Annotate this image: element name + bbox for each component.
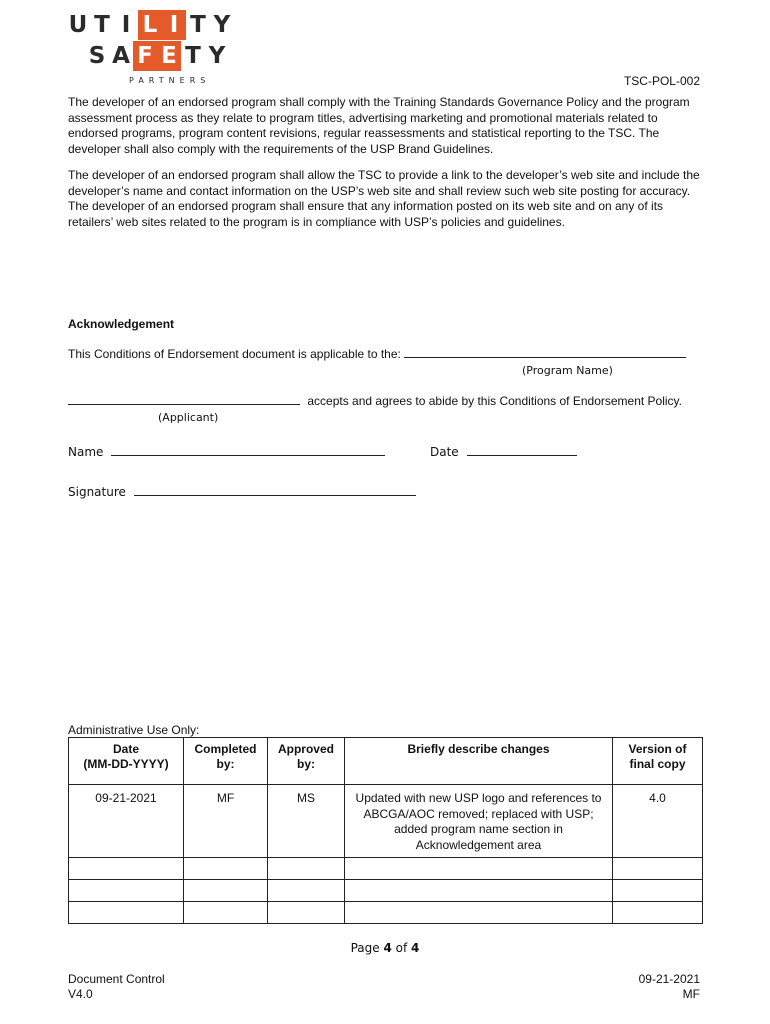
column-header-version: Version of final copy — [613, 738, 703, 785]
footer-left-line: V4.0 — [68, 987, 93, 1001]
policy-paragraph: The developer of an endorsed program shall allow the TSC to provide a link to the developer’s web site and include the developer’s name and contact information on the USP’s web site and shall review such web site posting for accuracy. The developer of an endorsed program shall ensure that any information posted on its web site and on any of its retailers’ web sites related to the program is in compliance with USP’s policies and guidelines. — [68, 168, 700, 229]
cell-version[interactable] — [613, 858, 703, 880]
column-header-completed-by: Completed by: — [184, 738, 268, 785]
column-header-date: Date (MM-DD-YYYY) — [69, 738, 184, 785]
cell-changes: Updated with new USP logo and references to ABCGA/AOC removed; replaced with USP; added program name section in Acknowledgement area — [345, 785, 613, 858]
document-id: TSC-POL-002 — [623, 74, 700, 88]
program-name-field[interactable] — [404, 346, 686, 358]
logo-letter: Y — [208, 43, 226, 69]
logo-letter: T — [185, 43, 201, 69]
cell-changes[interactable] — [345, 880, 613, 902]
cell-version[interactable] — [613, 880, 703, 902]
program-line-text: This Conditions of Endorsement document is applicable to the: — [68, 347, 401, 361]
cell-changes[interactable] — [345, 858, 613, 880]
page-total: 4 — [411, 941, 420, 955]
table-row — [69, 880, 703, 902]
logo-letter: S — [88, 43, 106, 69]
cell-completed-by: MF — [184, 785, 268, 858]
cell-version[interactable] — [613, 902, 703, 924]
cell-approved-by[interactable] — [268, 858, 345, 880]
logo-letter-highlight: E — [157, 41, 181, 71]
policy-paragraph: The developer of an endorsed program shall comply with the Training Standards Governance Policy and the program assessment process as they relate to program titles, advertising marketing and promotional materials related to endorsed programs, program content revisions, regular reassessments and statistical reporting to the TSC. The developer shall also comply with the requirements of the USP Brand Guidelines. — [68, 95, 690, 156]
acknowledgement-heading: Acknowledgement — [68, 317, 175, 331]
accept-text: accepts and agrees to abide by this Conditions of Endorsement Policy. — [307, 394, 683, 408]
page-prefix: Page — [350, 941, 384, 955]
program-name-caption: (Program Name) — [522, 364, 613, 377]
logo-letter: U — [68, 12, 88, 38]
logo-row-utility — [66, 10, 234, 40]
page-current: 4 — [383, 941, 392, 955]
footer-document-control — [68, 972, 165, 1002]
applicant-field[interactable] — [68, 393, 300, 405]
logo-letter: T — [190, 12, 206, 38]
name-row — [68, 444, 385, 459]
table-row — [69, 858, 703, 880]
cell-completed-by[interactable] — [184, 858, 268, 880]
date-label: Date — [430, 445, 459, 459]
cell-approved-by: MS — [268, 785, 345, 858]
signature-label: Signature — [68, 485, 126, 499]
logo-letter: T — [94, 12, 110, 38]
logo-letter: A — [112, 43, 130, 69]
cell-approved-by[interactable] — [268, 902, 345, 924]
date-row — [430, 444, 577, 459]
logo-tagline: PARTNERS — [129, 76, 211, 85]
column-header-changes: Briefly describe changes — [345, 738, 613, 785]
signature-field[interactable] — [134, 484, 416, 496]
logo-letter: I — [121, 12, 131, 38]
table-row — [69, 902, 703, 924]
footer-revision-info — [639, 972, 700, 1002]
applicant-line — [68, 393, 682, 408]
utility-safety-partners-logo — [66, 10, 236, 90]
footer-right-line: MF — [682, 987, 700, 1001]
admin-revision-table — [68, 737, 703, 924]
cell-date: 09-21-2021 — [69, 785, 184, 858]
logo-letter-highlight: I — [162, 10, 186, 40]
name-label: Name — [68, 445, 104, 459]
signature-row — [68, 484, 416, 499]
cell-changes[interactable] — [345, 902, 613, 924]
cell-date[interactable] — [69, 880, 184, 902]
logo-letter-highlight: F — [133, 41, 157, 71]
logo-row-safety — [85, 41, 229, 71]
cell-approved-by[interactable] — [268, 880, 345, 902]
footer-left-line: Document Control — [68, 972, 165, 986]
table-row — [69, 785, 703, 858]
cell-version: 4.0 — [613, 785, 703, 858]
date-field[interactable] — [467, 444, 577, 456]
footer-right-line: 09-21-2021 — [638, 972, 700, 986]
cell-date[interactable] — [69, 858, 184, 880]
applicant-caption: (Applicant) — [158, 411, 219, 424]
page-number — [0, 941, 770, 955]
page-of: of — [391, 941, 412, 955]
column-header-approved-by: Approved by: — [268, 738, 345, 785]
admin-use-label: Administrative Use Only: — [68, 723, 200, 737]
table-header-row — [69, 738, 703, 785]
logo-letter: Y — [213, 12, 231, 38]
cell-completed-by[interactable] — [184, 880, 268, 902]
program-name-line — [68, 346, 686, 361]
name-field[interactable] — [111, 444, 385, 456]
cell-date[interactable] — [69, 902, 184, 924]
logo-letter-highlight: L — [138, 10, 162, 40]
cell-completed-by[interactable] — [184, 902, 268, 924]
